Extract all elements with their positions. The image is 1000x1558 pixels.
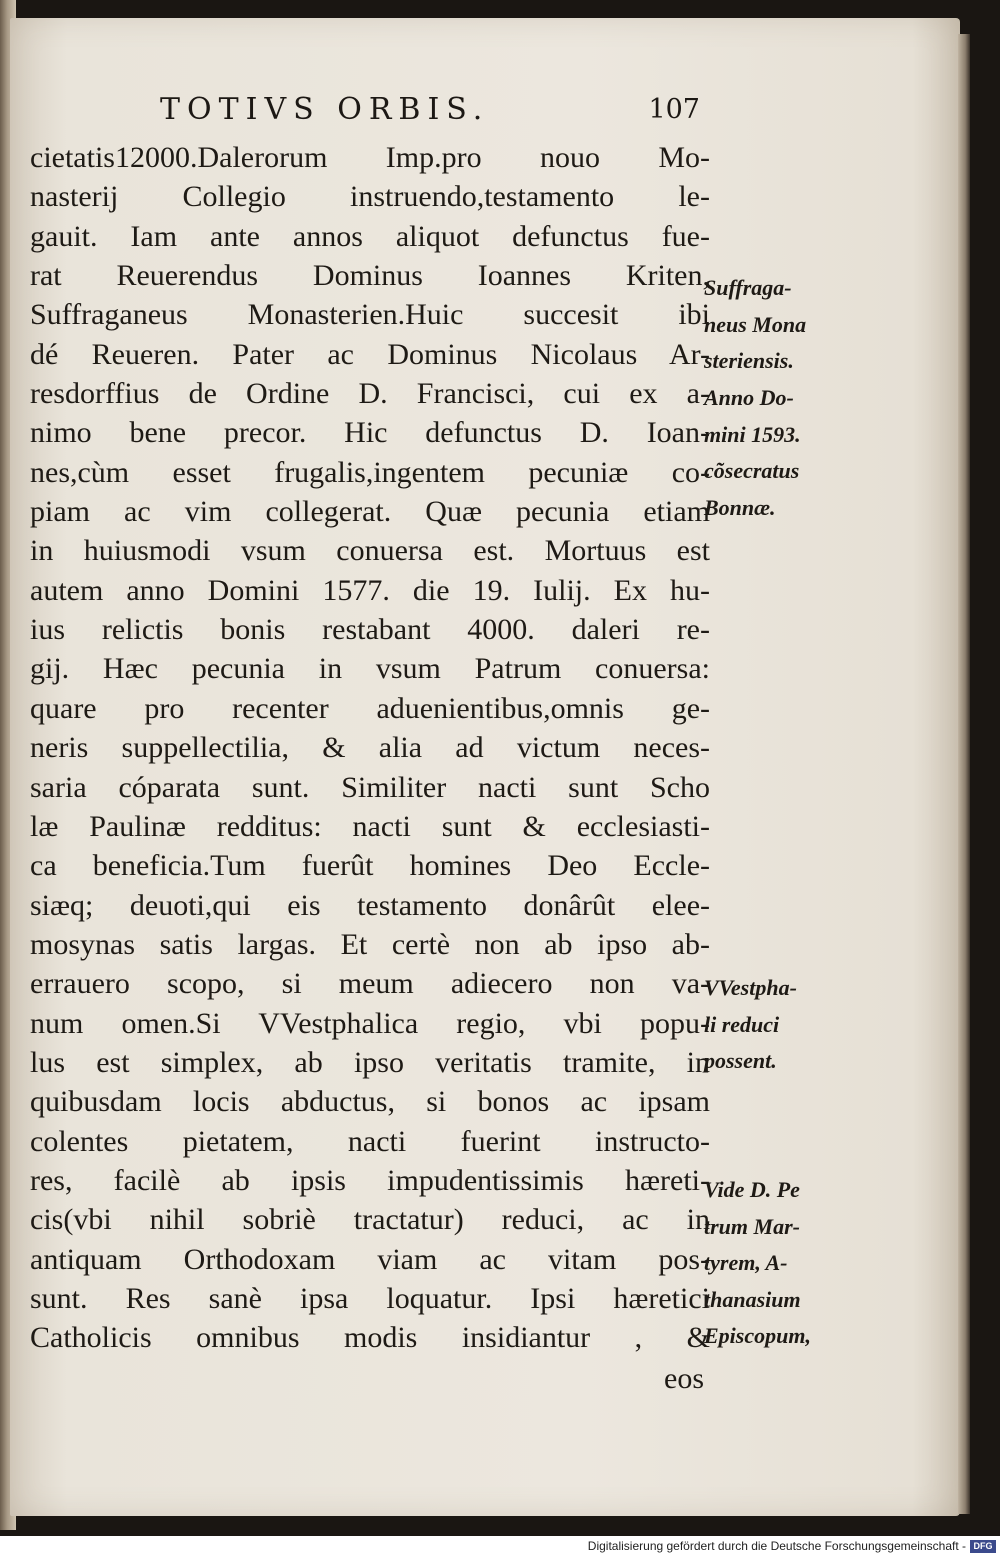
marginal-note-line: tyrem, A- [704,1250,788,1275]
text-line: errauero scopo, si meum adiecero non va- [30,967,710,1001]
digitization-footer [0,1536,1000,1558]
dfg-logo: DFG [970,1540,996,1553]
text-line: sunt. Res sanè ipsa loquatur. Ipsi hæretici [30,1281,710,1315]
text-line: nasterij Collegio instruendo,testamento le- [30,180,710,214]
text-line: neris suppellectilia, & alia ad victum neces- [30,731,710,765]
text-line: ius relictis bonis restabant 4000. daleri re- [30,613,710,647]
text-line: Suffraganeus Monasterien.Huic succesit ibi [30,298,710,332]
text-line: dé Reueren. Pater ac Dominus Nicolaus Ar- [30,337,710,371]
marginal-note-line: cõsecratus [704,458,800,483]
marginal-note-vide [704,1172,811,1355]
page-header [160,92,700,136]
text-line: colentes pietatem, nacti fuerint instructo- [30,1124,710,1158]
text-line: antiquam Orthodoxam viam ac vitam pos- [30,1242,710,1276]
text-line: rat Reuerendus Dominus Ioannes Kriten, [30,259,710,293]
running-title: TOTIVS ORBIS. [160,92,490,127]
catchword: eos [664,1362,704,1395]
text-line: cietatis12000.Dalerorum Imp.pro nouo Mo- [30,141,710,174]
marginal-note-line: steriensis. [704,348,794,373]
marginal-note-suffraganeus [704,270,806,380]
text-line: autem anno Domini 1577. die 19. Iulij. Ex hu- [30,573,710,607]
text-line: quibusdam locis abductus, si bonos ac ipsam [30,1085,710,1119]
marginal-note-line: Suffraga- [704,275,792,300]
text-line: nimo bene precor. Hic defunctus D. Ioan- [30,416,710,450]
marginal-note-line: thanasium [704,1286,801,1312]
text-line: saria cóparata sunt. Similiter nacti sunt Scho [30,770,710,804]
text-line: quare pro recenter aduenientibus,omnis ge- [30,691,710,725]
text-line: Catholicis omnibus modis insidiantur , & [30,1321,710,1355]
marginal-note-line: Episcopum, [704,1323,811,1348]
marginal-note-line: possent. [704,1048,777,1073]
marginal-note-line: trum Mar- [704,1213,800,1239]
funding-credit: Digitalisierung gefördert durch die Deutsche Forschungsgemeinschaft - [587,1539,966,1553]
marginal-note-vvestphali [704,970,797,1080]
marginal-note-line: neus Mona [704,311,807,337]
text-line: nes,cùm esset frugalis,ingentem pecuniæ co- [30,455,710,489]
page-number: 107 [648,94,700,125]
text-line: cis(vbi nihil sobriè tractatur) reduci, ac in [30,1203,710,1237]
text-line: læ Paulinæ redditus: nacti sunt & ecclesiasti- [30,809,710,843]
text-line: resdorffius de Ordine D. Francisci, cui ex a- [30,377,710,411]
text-line: gauit. Iam ante annos aliquot defunctus fue- [30,219,710,253]
marginal-note-anno-domini [704,380,801,526]
marginal-note-line: VVestpha- [704,975,797,1000]
marginal-note-line: Anno Do- [704,385,794,410]
marginal-note-line: li reduci [704,1011,780,1037]
main-text-block [30,138,710,1358]
text-line: siæq; deuoti,qui eis testamento donârût elee- [30,888,710,922]
text-line: in huiusmodi vsum conuersa est. Mortuus est [30,534,710,568]
text-line: mosynas satis largas. Et certè non ab ipso ab- [30,927,710,961]
text-line: num omen.Si VVestphalica regio, vbi popu- [30,1006,710,1040]
text-line: gij. Hæc pecunia in vsum Patrum conuersa: [30,652,710,686]
text-line: res, facilè ab ipsis impudentissimis hæreti- [30,1163,710,1197]
text-line: lus est simplex, ab ipso veritatis tramite, in [30,1045,710,1079]
marginal-note-line: mini 1593. [704,421,801,447]
marginal-note-line: Vide D. Pe [704,1177,800,1202]
text-line: ca beneficia.Tum fuerût homines Deo Eccle- [30,849,710,883]
page-edge-shadow [958,34,970,1514]
marginal-note-line: Bonnæ. [704,494,776,520]
text-line: piam ac vim collegerat. Quæ pecunia etiam [30,495,710,529]
